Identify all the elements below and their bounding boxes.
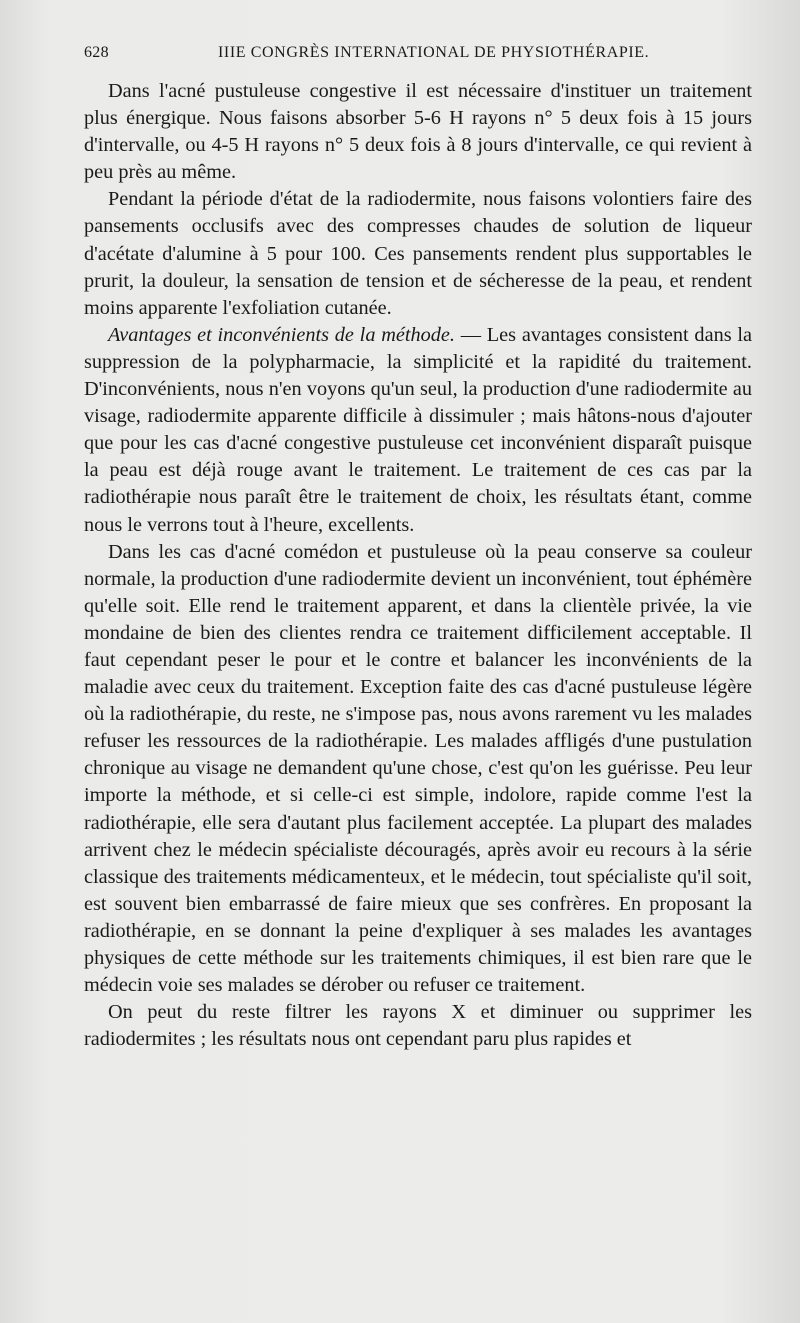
paragraph-dressings: Pendant la période d'état de la radiodermite, nous faisons volontiers faire des pansements occlusifs avec des compresses chaudes de solution de liqueur d'acétate d'alumine à 5 pour 100. Ces pansements rendent plus supportables le prurit, la douleur, la sensation de tension et de sécheresse de la peau, et rendent moins apparente l'exfoliation cutanée. [84,188,752,319]
body-text [84,78,752,1053]
running-head: IIIE CONGRÈS INTERNATIONAL DE PHYSIOTHÉRAPIE. [218,44,650,61]
section-heading-advantages: Avantages et inconvénients de la méthode. [108,323,455,346]
paragraph-comedon: Dans les cas d'acné comédon et pustuleuse où la peau conserve sa couleur normale, la production d'une radiodermite devient un inconvénient, tout éphémère qu'elle soit. Elle rend le traitement apparent, et dans la clientèle privée, la vie mondaine de bien des clientes rendra ce traitement difficilement acceptable. Il faut cependant peser le pour et le contre et balancer les inconvénients de la maladie avec ceux du traitement. Exception faite des cas d'acné pustuleuse légère où la radiothérapie, du reste, ne s'impose pas, nous avons rarement vu les malades refuser les ressources de la radiothérapie. Les malades affligés d'une pustulation chronique au visage ne demandent qu'une chose, c'est qu'on les guérisse. Peu leur importe la méthode, et si celle-ci est simple, indolore, rapide comme l'est la radiothérapie, elle sera d'autant plus facilement acceptée. La plupart des malades arrivent chez le médecin spécialiste découragés, après avoir eu recours à la série classique des traitements médicamenteux, et le médecin, tout spécialiste qu'il soit, est souvent bien embarrassé de faire mieux que ses confrères. En proposant la radiothérapie, en se donnant la peine d'expliquer à ses malades les avantages physiques de cette méthode sur les traitements chimiques, il est bien rare que le médecin voie ses malades se dérober ou refuser ce traitement. [84,540,752,997]
paragraph-advantages [84,322,752,539]
page-header [84,44,754,72]
page-number: 628 [84,44,109,61]
paragraph-filtering: On peut du reste filtrer les rayons X et diminuer ou supprimer les radiodermites ; les résultats nous ont cependant paru plus rapides et [84,1001,752,1051]
paragraph-dosage: Dans l'acné pustuleuse congestive il est nécessaire d'instituer un traitement plus énergique. Nous faisons absorber 5-6 H rayons n° 5 deux fois à 15 jours d'intervalle, ou 4-5 H rayons n° 5 deux fois à 8 jours d'intervalle, ce qui revient à peu près au même. [84,80,752,184]
paragraph-advantages-text: — Les avantages consistent dans la suppression de la polypharmacie, la simplicité et la rapidité du traitement. D'inconvénients, nous n'en voyons qu'un seul, la production d'une radiodermite au visage, radiodermite apparente difficile à dissimuler ; mais hâtons-nous d'ajouter que pour les cas d'acné congestive pustuleuse cet inconvénient disparaît puisque la peau est déjà rouge avant le traitement. Le traitement de ces cas par la radiothérapie nous paraît être le traitement de choix, les résultats étant, comme nous le verrons tout à l'heure, excellents. [84,323,752,536]
